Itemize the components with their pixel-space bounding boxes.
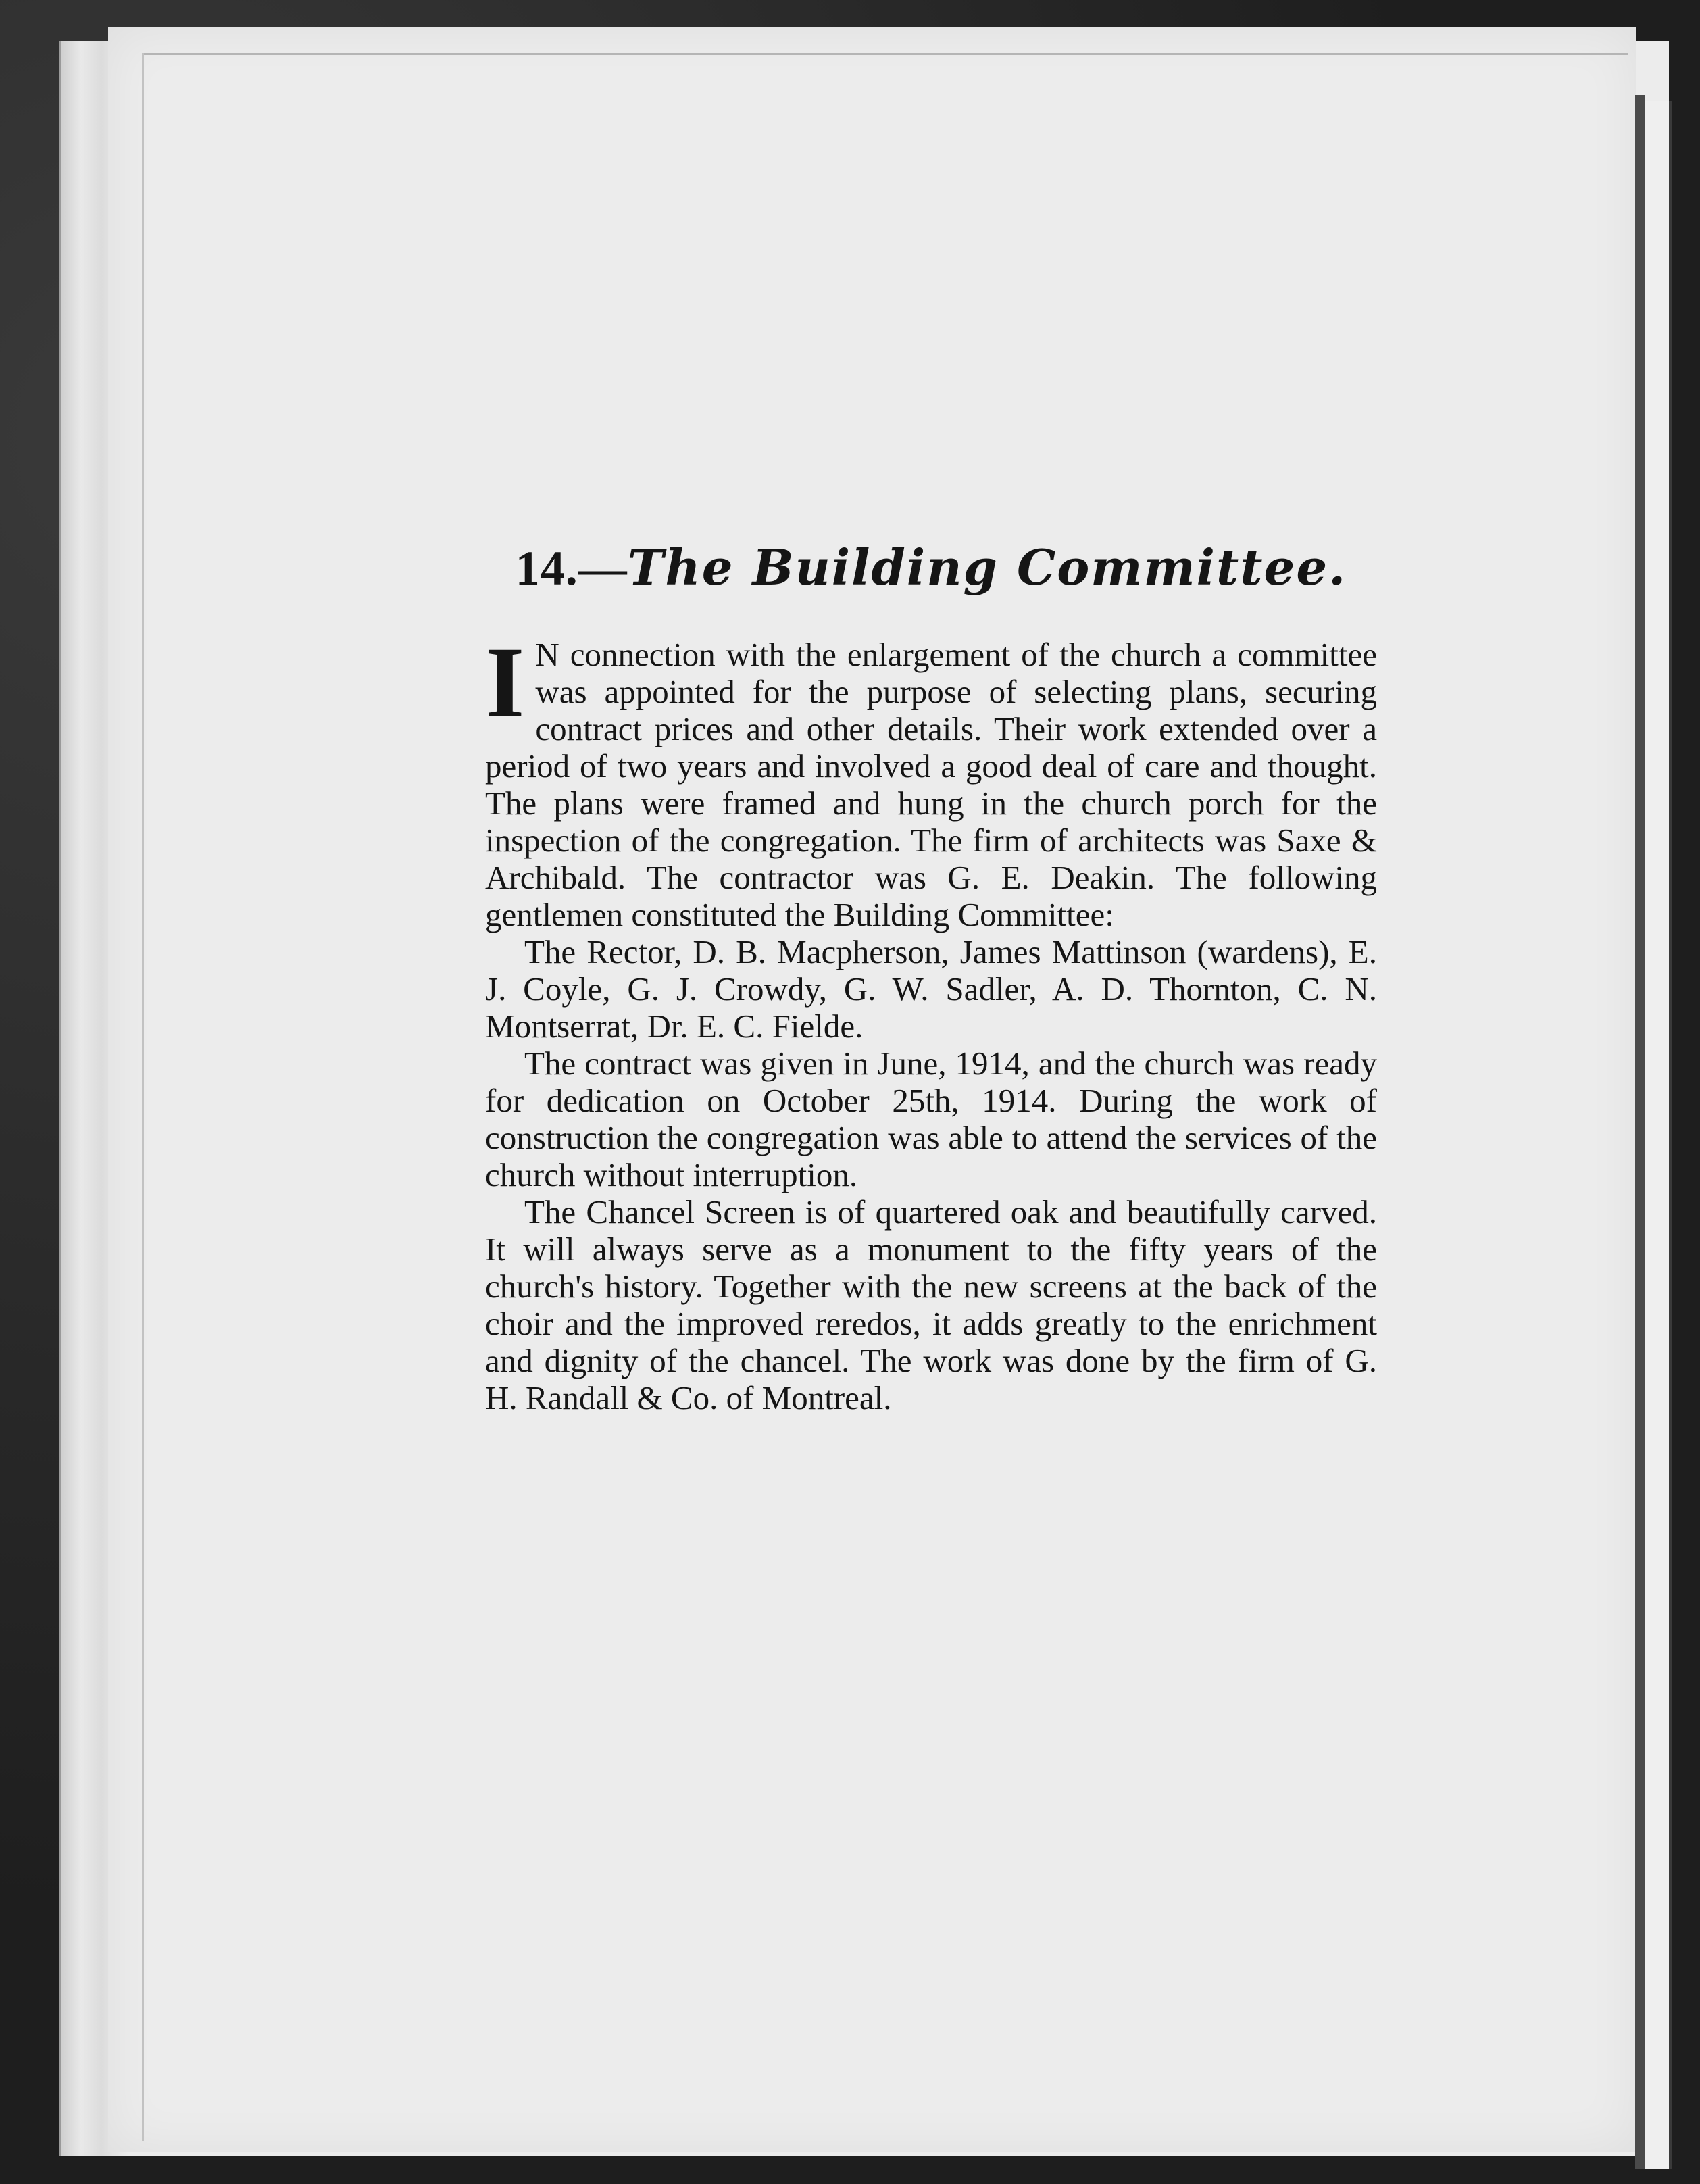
section-number: 14.— — [515, 541, 628, 595]
page-content — [485, 541, 1377, 1416]
paragraph-2: The Rector, D. B. Macpherson, James Mattinson (wardens), E. J. Coyle, G. J. Crowdy, G. W. Sadler, A. D. Thornton, C. N. Montserrat, Dr. E. C. Fielde. — [485, 933, 1377, 1045]
paragraph-3: The contract was given in June, 1914, and the church was ready for dedication on October 25th, 1914. During the work of construction the congregation was able to attend the services of the church without interruption. — [485, 1045, 1377, 1194]
section-title: The Building Committee. — [627, 539, 1347, 596]
section-heading — [485, 541, 1377, 595]
page-edge-margin — [1645, 101, 1672, 2169]
page-edge-shadow — [1635, 95, 1645, 2169]
drop-cap: I — [485, 626, 525, 739]
paragraph-1 — [485, 626, 1377, 934]
page-rule-top — [142, 53, 1628, 55]
paragraph-4: The Chancel Screen is of quartered oak and beautifully carved. It will always serve as a monument to the fifty years of the church's history. Together with the new screens at the back of the choir and the improved reredos, it adds greatly to the enrichment and dignity of the chancel. The work was done by the firm of G. H. Randall & Co. of Montreal. — [485, 1193, 1377, 1417]
paragraph-1-text: N connection with the enlargement of the church a committee was appointed for the purpose of selecting plans, securing contract prices and other details. Their work extended over a period of two years and involved a good deal of care and thought. The plans were framed and hung in the church porch for the inspection of the congregation. The firm of architects was Saxe & Archibald. The contractor was G. E. Deakin. The following gentlemen constituted the Building Committee: — [485, 636, 1377, 934]
page-rule-left — [142, 53, 144, 2141]
